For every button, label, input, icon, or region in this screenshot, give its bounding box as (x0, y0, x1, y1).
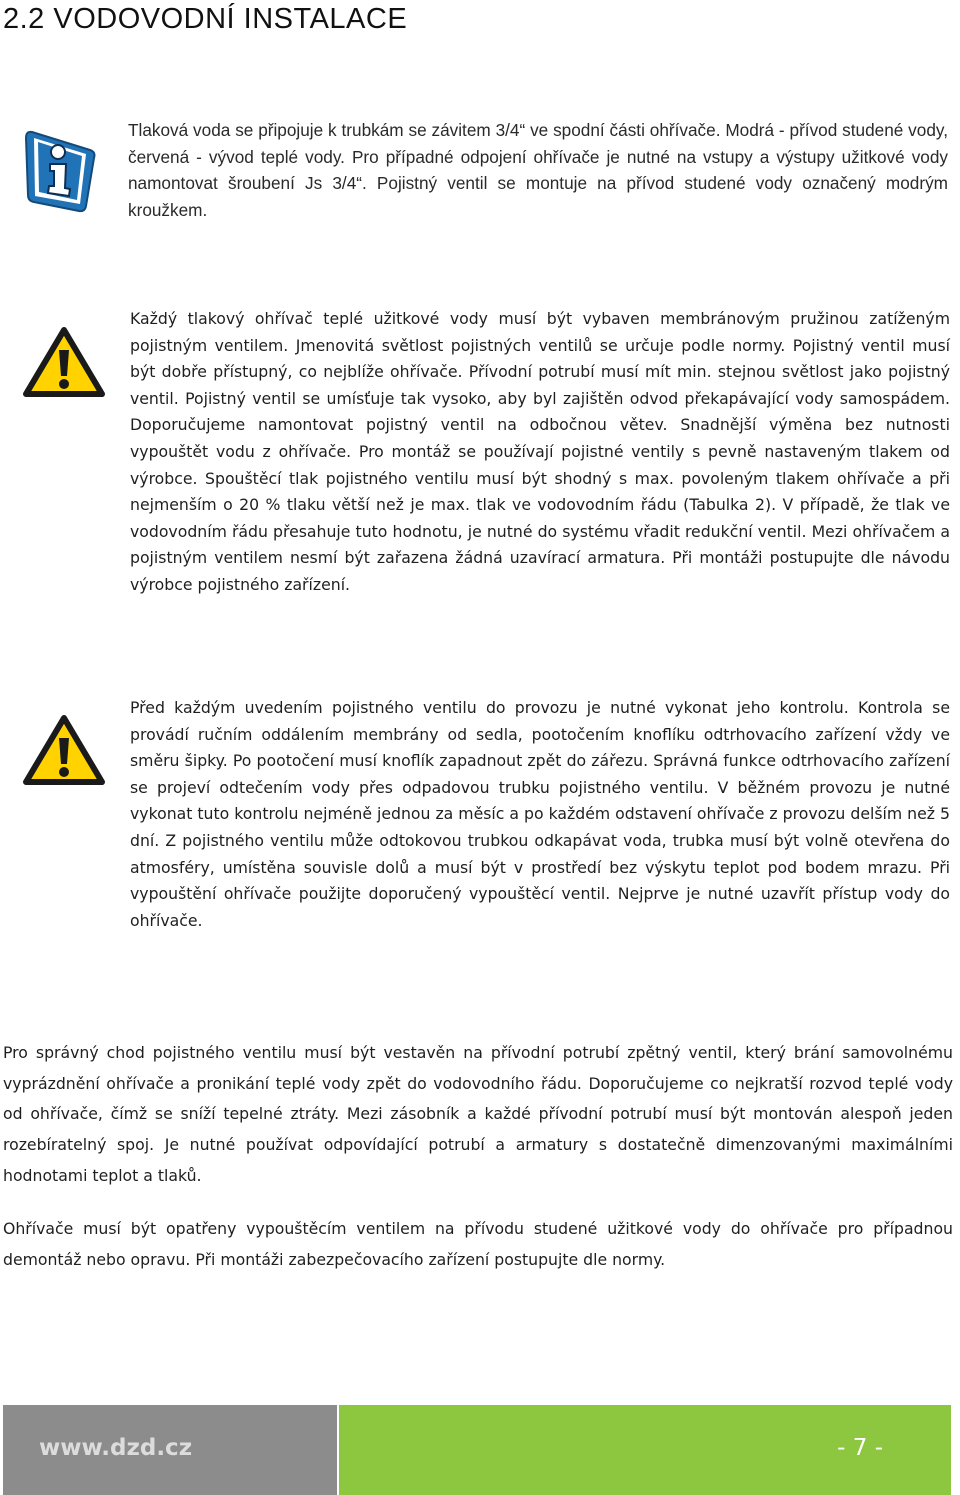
footer-left-bar (3, 1405, 337, 1495)
warning-icon (22, 714, 106, 786)
warning-icon (22, 326, 106, 398)
footer-right-bar (339, 1405, 951, 1495)
info-icon (24, 128, 98, 216)
body-paragraph-2: Ohřívače musí být opatřeny vypouštěcím ventilem na přívodu studené užitkové vody do ohřívače pro případnou demontáž nebo opravu. Při montáži zabezpečovacího zařízení postupujte dle normy. (3, 1219, 953, 1269)
info-paragraph: Tlaková voda se připojuje k trubkám se závitem 3/4“ ve spodní části ohřívače. Modrá - přívod studené vody, červená - vývod teplé vody. Pro případné odpojení ohřívače je nutné na vstupy a výstupy užitkové vody namontovat šroubení Js 3/4“. Pojistný ventil se montuje na přívod studené vody označený modrým kroužkem. (128, 120, 948, 220)
page-number: - 7 - (837, 1435, 883, 1461)
warning-paragraph-1: Každý tlakový ohřívač teplé užitkové vody musí být vybaven membránovým pružinou zatíženým pojistným ventilem. Jmenovitá světlost pojistných ventilů se určuje podle normy. Pojistný ventil musí být dobře přístupný, co nejblíže ohřívače. Přívodní potrubí musí mít min. stejnou světlost jako pojistný ventil. Pojistný ventil se umísťuje tak vysoko, aby byl zajištěn odvod překapávající vody samospádem. Doporučujeme namontovat pojistný ventil na odbočnou větev. Snadnější výměna bez nutnosti vypouštět vodu z ohřívače. Pro montáž se používají pojistné ventily s pevně nastaveným tlakem od výrobce. Spouštěcí tlak pojistného ventilu musí být shodný s max. povoleným tlakem ohřívače a při nejmenším o 20 % tlaku větší než je max. tlak ve vodovodním řádu (Tabulka 2). V případě, že tlak ve vodovodním řádu přesahuje tuto hodnotu, je nutné do systému vřadit redukční ventil. Mezi ohřívačem a pojistným ventilem nesmí být zařazena žádná uzavírací armatura. Při montáži postupujte dle návodu výrobce pojistného zařízení. (130, 309, 950, 594)
warning-paragraph-2: Před každým uvedením pojistného ventilu do provozu je nutné vykonat jeho kontrolu. Kontrola se provádí ručním oddálením membrány od sedla, pootočením knoflíku odtrhovacího zařízení vždy ve směru šipky. Po pootočení musí knoflík zapadnout zpět do zářezu. Správná funkce odtrhovacího zařízení se projeví odtečením vody přes odpadovou trubku pojistného ventilu. V běžném provozu je nutné vykonat tuto kontrolu nejméně jednou za měsíc a po každém odstavení ohřívače z provozu delším než 5 dní. Z pojistného ventilu může odtokovou trubkou odkapávat voda, trubka musí být volně otevřena do atmosféry, umístěna souvisle dolů a musí být v prostředí bez výskytu teplot pod bodem mrazu. Při vypouštění ohřívače použijte doporučený vypouštěcí ventil. Nejprve je nutné uzavřít přístup vody do ohřívače. (130, 698, 950, 930)
footer-url[interactable]: www.dzd.cz (39, 1435, 193, 1461)
body-paragraph-1: Pro správný chod pojistného ventilu musí být vestavěn na přívodní potrubí zpětný ventil, který brání samovolnému vyprázdnění ohřívače a pronikání teplé vody zpět do vodovodního řádu. Doporučujeme co nejkratší rozvod teplé vody od ohřívače, čímž se sníží tepelné ztráty. Mezi zásobník a každé přívodní potrubí musí být montován alespoň jeden rozebíratelný spoj. Je nutné používat odpovídající potrubí a armatury s dostatečně dimenzovanými maximálními hodnotami teplot a tlaků. (3, 1043, 953, 1185)
section-heading: 2.2 VODOVODNÍ INSTALACE (3, 3, 408, 35)
